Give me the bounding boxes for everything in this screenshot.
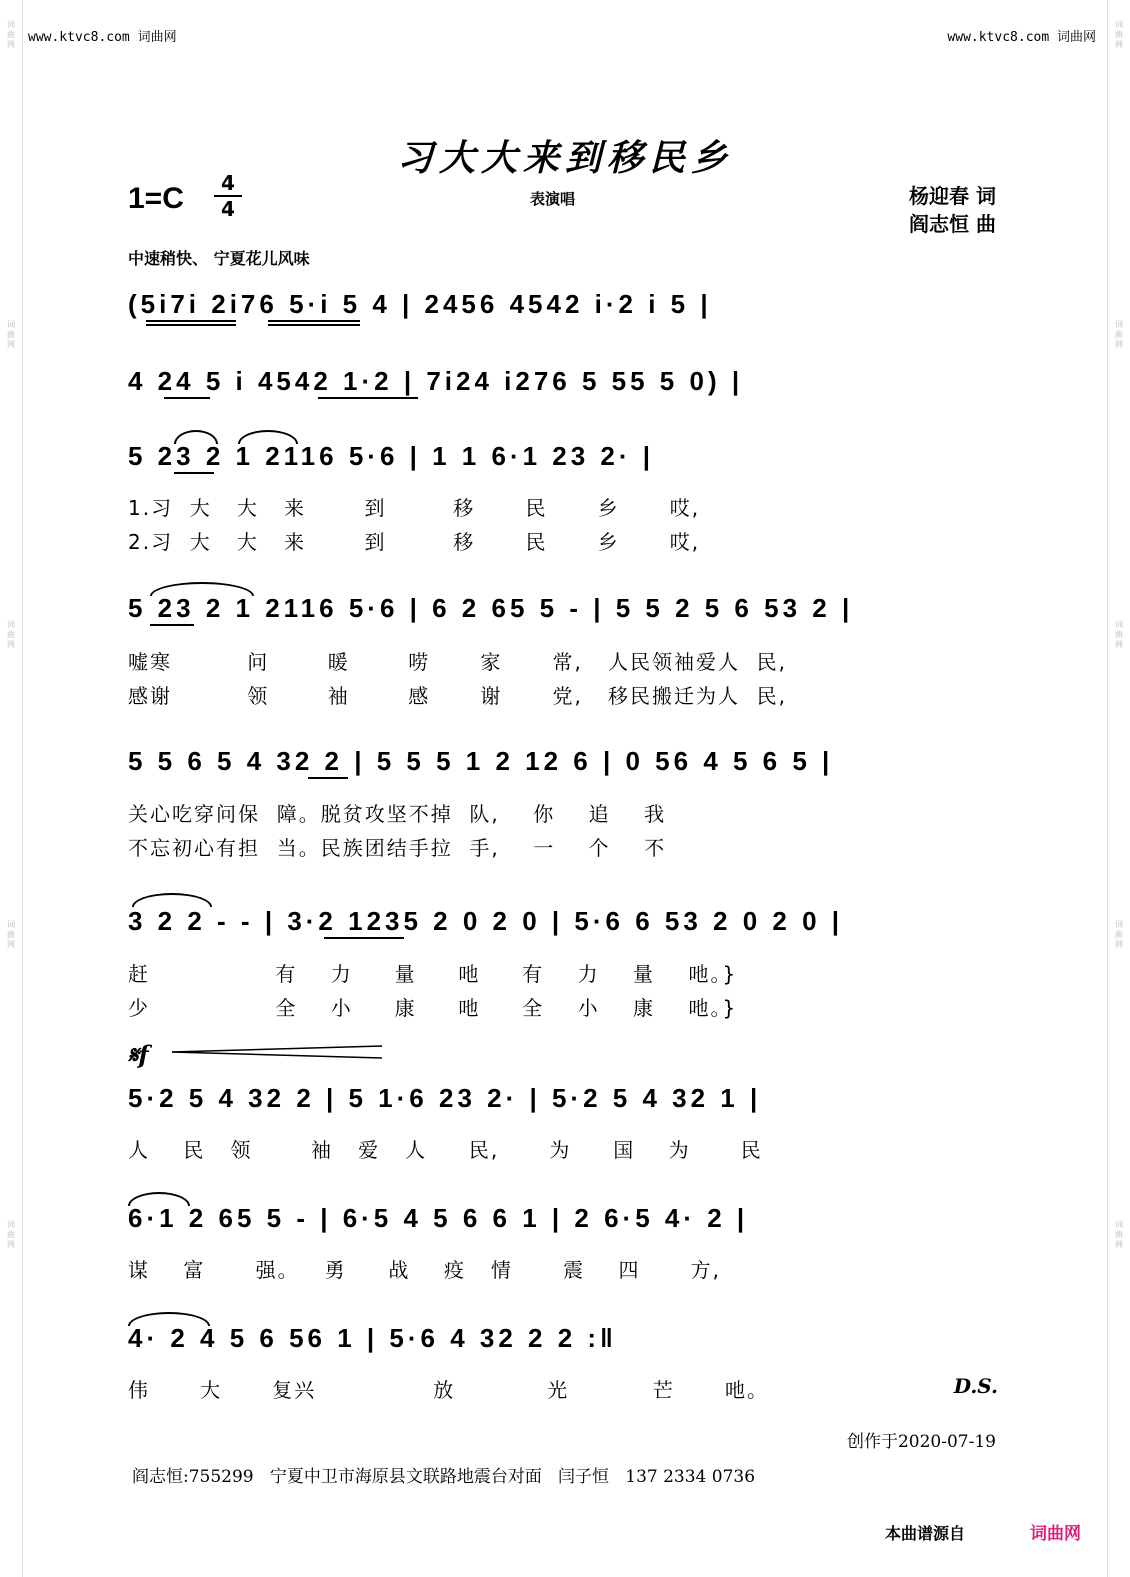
beam	[150, 624, 194, 626]
right-watermark-strip	[1107, 0, 1130, 1577]
beam	[268, 324, 360, 326]
lyric-line: 人 民 领 袖 爱 人 民, 为 国 为 民	[128, 1138, 763, 1162]
crescendo-hairpin	[172, 1045, 382, 1059]
beam	[308, 777, 348, 779]
beam	[324, 937, 404, 939]
lyric-line: 赶 有 力 量 吔 有 力 量 吔。}	[128, 962, 738, 986]
segno-forte-mark: 𝄋f	[128, 1040, 149, 1069]
side-watermark: 词曲网	[7, 320, 15, 349]
time-numerator: 4	[221, 171, 235, 195]
notation: 6·1 2 65 5 - | 6·5 4 5 6 6 1 | 2 6·5 4· 2 |	[128, 1203, 749, 1233]
beam	[268, 320, 360, 322]
score-line-2	[128, 365, 1000, 405]
lyric-line: 嘘寒 问 暖 唠 家 常, 人民领袖爱人 民,	[128, 650, 788, 674]
lyric-line: 1.习 大 大 来 到 移 民 乡 哎,	[128, 496, 701, 520]
lyricist: 杨迎春 词	[909, 184, 996, 208]
side-watermark: 词曲网	[1115, 20, 1123, 49]
beam	[146, 320, 236, 322]
source-label: 本曲谱源自	[885, 1524, 966, 1543]
score-line-5	[128, 745, 1000, 785]
beam	[174, 472, 214, 474]
notation: 4· 2 4 5 6 56 1 | 5·6 4 32 2 2 :‖	[128, 1323, 617, 1353]
time-signature	[214, 172, 242, 220]
slur	[132, 893, 212, 907]
slur	[128, 1312, 210, 1326]
slur	[238, 430, 298, 444]
score-line-7	[128, 1082, 1000, 1122]
score-line-4	[128, 592, 1000, 632]
notation: (5i7i 2i76 5·i 5 4 | 2456 4542 i·2 i 5 |	[128, 289, 712, 319]
beam	[146, 324, 236, 326]
side-watermark: 词曲网	[1115, 1220, 1123, 1249]
composer: 阎志恒 曲	[909, 212, 996, 236]
notation: 5 5 6 5 4 32 2 | 5 5 5 1 2 12 6 | 0 56 4 5 6 5 |	[128, 746, 834, 776]
left-watermark-strip	[0, 0, 23, 1577]
score-line-1	[128, 288, 1000, 328]
score-line-6	[128, 905, 1000, 945]
lyric-line: 2.习 大 大 来 到 移 民 乡 哎,	[128, 530, 701, 554]
site-url-right[interactable]: www.ktvc8.com 词曲网	[947, 30, 1096, 45]
lyric-line: 关心吃穿问保 障。脱贫攻坚不掉 队, 你 追 我	[128, 802, 667, 826]
notation: 5 23 2 1 2116 5·6 | 1 1 6·1 23 2· |	[128, 441, 655, 471]
contact-info: 阎志恒:755299 宁夏中卫市海原县文联路地震台对面 闫子恒 137 2334 0736	[132, 1467, 756, 1487]
dal-segno-mark: D.S.	[953, 1374, 998, 1398]
song-title: 习大大来到移民乡	[396, 137, 733, 179]
beam	[164, 397, 210, 399]
lyric-line: 伟 大 复兴 放 光 芒 吔。	[128, 1378, 769, 1402]
notation: 4 24 5 i 4542 1·2 | 7i24 i276 5 55 5 0) |	[128, 366, 744, 396]
time-denominator: 4	[221, 197, 235, 221]
slur	[174, 430, 218, 444]
beam	[318, 397, 418, 399]
side-watermark: 词曲网	[1115, 620, 1123, 649]
notation: 3 2 2 - - | 3·2 1235 2 0 2 0 | 5·6 6 53 2 0 2 0 |	[128, 906, 844, 936]
score-line-3	[128, 440, 1000, 480]
tempo-marking: 中速稍快、 宁夏花儿风味	[128, 249, 310, 268]
side-watermark: 词曲网	[7, 620, 15, 649]
site-url-left[interactable]: www.ktvc8.com 词曲网	[28, 30, 177, 45]
key-signature: 1=C	[128, 182, 184, 215]
lyric-line: 少 全 小 康 吔 全 小 康 吔。}	[128, 996, 738, 1020]
lyric-line: 感谢 领 袖 感 谢 党, 移民搬迁为人 民,	[128, 684, 788, 708]
side-watermark: 词曲网	[1115, 320, 1123, 349]
lyric-line: 谋 富 强。 勇 战 疫 情 震 四 方,	[128, 1258, 722, 1282]
performance-style: 表演唱	[530, 190, 576, 208]
side-watermark: 词曲网	[1115, 920, 1123, 949]
side-watermark: 词曲网	[7, 1220, 15, 1249]
side-watermark: 词曲网	[7, 920, 15, 949]
source-brand-link[interactable]: 词曲网	[1030, 1524, 1081, 1544]
slur	[150, 582, 254, 596]
created-date: 创作于2020-07-19	[846, 1432, 996, 1452]
side-watermark: 词曲网	[7, 20, 15, 49]
slur	[128, 1192, 190, 1206]
score-line-9	[128, 1322, 1000, 1362]
lyric-line: 不忘初心有担 当。民族团结手拉 手, 一 个 不	[128, 836, 667, 860]
notation: 5·2 5 4 32 2 | 5 1·6 23 2· | 5·2 5 4 32 1 |	[128, 1083, 762, 1113]
score-line-8	[128, 1202, 1000, 1242]
notation: 5 23 2 1 2116 5·6 | 6 2 65 5 - | 5 5 2 5 6 53 2 |	[128, 593, 854, 623]
